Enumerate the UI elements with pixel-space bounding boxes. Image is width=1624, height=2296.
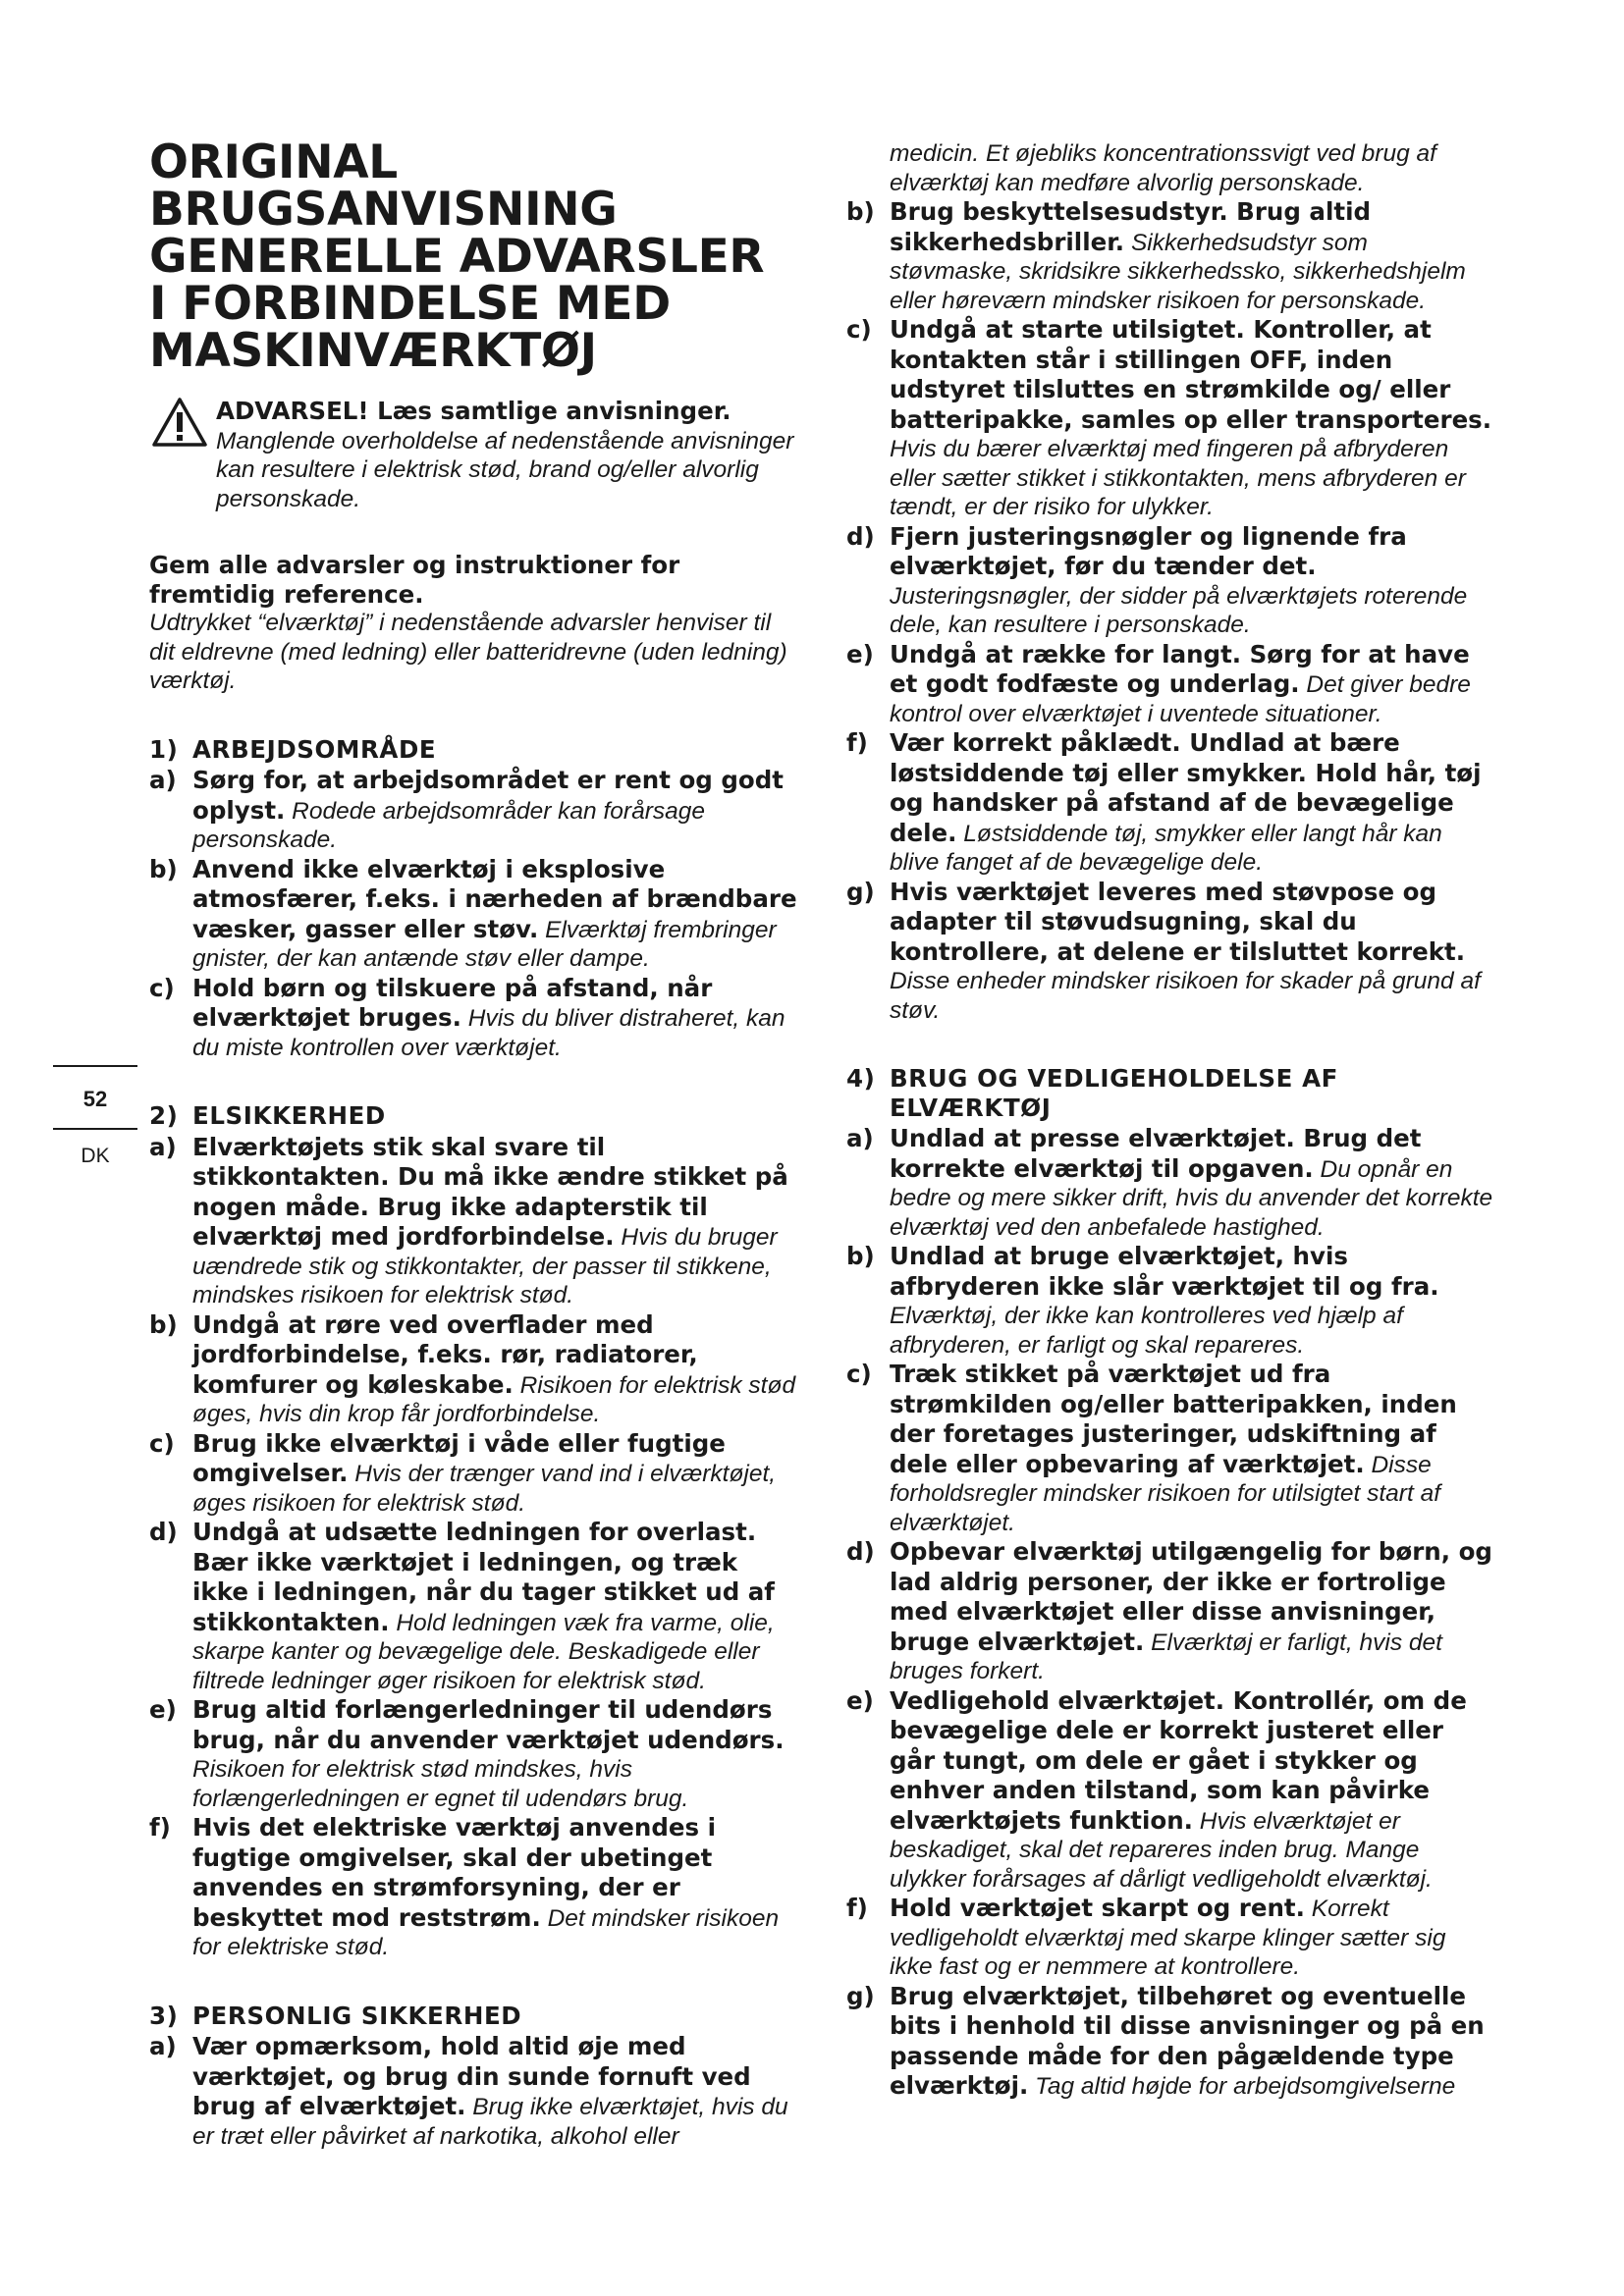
item-instruction: Undgå at række for langt. Sørg for at have et godt fodfæste og underlag. bbox=[890, 639, 1470, 698]
item-instruction: Brug altid forlængerledninger til udendørs brug, når du anvender værktøjet udendørs. bbox=[192, 1695, 785, 1754]
item-explanation: Det mindsker risikoen for elektriske stød. bbox=[192, 1904, 780, 1960]
item-instruction: Hvis værktøjet leveres med støvpose og adapter til støvudsugning, skal du kontrollere, at delene er tilsluttet korrekt. bbox=[890, 877, 1466, 966]
page-number: 52 bbox=[82, 1087, 108, 1111]
item-letter: e) bbox=[846, 639, 874, 668]
list-item bbox=[149, 1429, 797, 1519]
item-letter: a) bbox=[846, 1124, 874, 1152]
item-instruction: Hvis det elektriske værktøj anvendes i fugtige omgivelser, skal der ubetinget anvendes en strømforsyning, der er beskyttet mod reststrøm. bbox=[192, 1813, 717, 1932]
item-letter: g) bbox=[846, 1981, 875, 2010]
list-item bbox=[149, 766, 797, 855]
item-explanation: Elværktøj er farligt, hvis det bruges forkert. bbox=[890, 1629, 1442, 1684]
item-instruction: Vedligehold elværktøjet. Kontrollér, om de bevægelige dele er korrekt justeret eller går tungt, om dele er gået i stykker og enhver anden tilstand, som kan påvirke elværktøjets funktion. bbox=[890, 1685, 1467, 1835]
section-number: 4) bbox=[846, 1064, 876, 1093]
item-letter: d) bbox=[846, 1537, 875, 1566]
item-explanation: Elværktøj frembringer gnister, der kan antænde støv eller dampe. bbox=[192, 916, 777, 972]
list-item bbox=[846, 878, 1494, 1026]
item-instruction: Opbevar elværktøj utilgængelig for børn, og lad aldrig personer, der ikke er fortrolige med elværktøjet eller disse anvisninger, bruge elværktøjet. bbox=[890, 1537, 1492, 1656]
section-heading bbox=[149, 735, 797, 765]
item-explanation: Risikoen for elektrisk stød øges, hvis din krop får jordforbindelse. bbox=[192, 1371, 796, 1427]
item-explanation: Risikoen for elektrisk stød mindskes, hvis forlængerledningen er egnet til udendørs brug. bbox=[192, 1756, 689, 1812]
item-instruction: Brug ikke elværktøj i våde eller fugtige omgivelser. bbox=[192, 1428, 726, 1487]
left-column bbox=[149, 135, 797, 2151]
list-item bbox=[149, 1310, 797, 1429]
section-personal-safety bbox=[149, 2002, 797, 2152]
list-item bbox=[846, 315, 1494, 522]
item-explanation: Hvis du bærer elværktøj med fingeren på afbryderen eller sætter stikket i stikkontakten, mens afbryderen er tændt, er der risiko for ulykker. bbox=[890, 436, 1466, 520]
item-letter: a) bbox=[149, 2032, 177, 2060]
list-item bbox=[846, 1686, 1494, 1895]
item-letter: b) bbox=[149, 854, 178, 883]
item-instruction: Hold værktøjet skarpt og rent. bbox=[890, 1894, 1305, 1922]
section-heading bbox=[149, 1101, 797, 1131]
list-item bbox=[846, 1242, 1494, 1360]
item-letter: g) bbox=[846, 877, 875, 906]
save-note-heading: Gem alle advarsler og instruktioner for fremtidig reference. bbox=[149, 551, 680, 609]
item-explanation: Rodede arbejdsområder kan forårsage personskade. bbox=[192, 797, 705, 853]
list-item bbox=[846, 1537, 1494, 1686]
item-explanation: Korrekt vedligeholdt elværktøj med skarpe klinger sætter sig ikke fast og er nemmere at kontrollere. bbox=[890, 1896, 1446, 1980]
title-line: BRUGSANVISNING bbox=[149, 183, 618, 237]
section-title: PERSONLIG SIKKERHED bbox=[192, 2001, 522, 2030]
list-item bbox=[149, 1695, 797, 1813]
item-explanation: Elværktøj, der ikke kan kontrolleres ved hjælp af afbryderen, er farligt og skal repareres. bbox=[890, 1303, 1403, 1359]
item-instruction: Hold børn og tilskuere på afstand, når elværktøjet bruges. bbox=[192, 973, 713, 1032]
list-item bbox=[846, 1894, 1494, 1982]
item-explanation: Hvis du bruger uændrede stik og stikkontakter, der passer til stikkene, mindskes risikoen for elektrisk stød. bbox=[192, 1224, 778, 1308]
item-explanation: Disse enheder mindsker risikoen for skader på grund af støv. bbox=[890, 968, 1481, 1024]
item-instruction: Træk stikket på værktøjet ud fra strømkilden og/eller batteripakken, inden der foretages justeringer, udskiftning af dele eller opbevaring af værktøjet. bbox=[890, 1360, 1457, 1478]
item-explanation: Disse forholdsregler mindsker risikoen for utilsigtet start af elværktøjet. bbox=[890, 1451, 1440, 1536]
section-number: 1) bbox=[149, 734, 179, 764]
item-instruction: Undlad at presse elværktøjet. Brug det korrekte elværktøj til opgaven. bbox=[890, 1124, 1422, 1183]
item-instruction: Undlad at bruge elværktøjet, hvis afbryderen ikke slår værktøjet til og fra. bbox=[890, 1242, 1439, 1301]
right-column bbox=[846, 139, 1494, 2102]
item-instruction: Vær opmærksom, hold altid øje med værktøjet, og brug din sunde fornuft ved brug af elværktøjet. bbox=[192, 2032, 751, 2120]
item-letter: e) bbox=[149, 1695, 177, 1724]
list-item bbox=[149, 1133, 797, 1310]
item-instruction: Brug beskyttelsesudstyr. Brug altid sikkerhedsbriller. bbox=[890, 197, 1371, 256]
item-instruction: Elværktøjets stik skal svare til stikkontakten. Du må ikke ændre stikket på nogen måde. Brug ikke adapterstik til elværktøj med jordforbindelse. bbox=[192, 1132, 788, 1251]
item-explanation: medicin. Et øjebliks koncentrationssvigt ved brug af elværktøj kan medføre alvorlig personskade. bbox=[890, 140, 1436, 196]
list-item bbox=[149, 2032, 797, 2151]
section-number: 2) bbox=[149, 1101, 179, 1130]
item-letter: c) bbox=[846, 1360, 872, 1388]
item-instruction: Anvend ikke elværktøj i eksplosive atmosfærer, f.eks. i nærheden af brændbare væsker, gasser eller støv. bbox=[192, 854, 797, 943]
list-item bbox=[846, 1124, 1494, 1242]
list-item bbox=[846, 197, 1494, 315]
item-letter: a) bbox=[149, 1132, 177, 1161]
list-item bbox=[846, 522, 1494, 640]
item-letter: d) bbox=[149, 1518, 178, 1546]
item-letter: e) bbox=[846, 1685, 874, 1715]
item-instruction: Fjern justeringsnøgler og lignende fra elværktøjet, før du tænder det. bbox=[890, 521, 1407, 580]
section-number: 3) bbox=[149, 2001, 179, 2030]
save-note-text: Udtrykket “elværktøj” i nedenstående advarsler henviser til dit eldrevne (med ledning) eller batteridrevne (uden ledning) værktøj. bbox=[149, 610, 787, 694]
item-explanation: Løstsiddende tøj, smykker eller langt hår kan blive fanget af de bevægelige dele. bbox=[890, 820, 1442, 876]
section-electrical-safety bbox=[149, 1101, 797, 1962]
item-letter: a) bbox=[149, 766, 177, 794]
warning-heading: ADVARSEL! Læs samtlige anvisninger. bbox=[216, 397, 731, 425]
page-title bbox=[149, 135, 797, 378]
item-explanation: Hvis der trænger vand ind i elværktøjet, øges risikoen for elektrisk stød. bbox=[192, 1461, 777, 1517]
list-item bbox=[149, 1813, 797, 1962]
item-letter: d) bbox=[846, 521, 875, 551]
title-line: I FORBINDELSE MED bbox=[149, 277, 671, 331]
item-explanation: Hold ledningen væk fra varme, olie, skarpe kanter og bevægelige dele. Beskadigede eller filtrede ledninger øger risikoen for elektrisk stød. bbox=[192, 1609, 775, 1694]
item-letter: b) bbox=[149, 1309, 178, 1339]
item-explanation: Hvis du bliver distraheret, kan du miste kontrollen over værktøjet. bbox=[192, 1005, 785, 1061]
item-letter: c) bbox=[846, 315, 872, 344]
title-line: ORIGINAL bbox=[149, 135, 398, 189]
item-explanation: Justeringsnøgler, der sidder på elværktøjets roterende dele, kan resultere i personskade. bbox=[890, 582, 1468, 638]
item-instruction: Undgå at udsætte ledningen for overlast. Bær ikke værktøjet i ledningen, og træk ikke i ledningen, når du tager stikket ud af stikkontakten. bbox=[192, 1518, 775, 1636]
item-explanation: Tag altid højde for arbejdsomgivelserne bbox=[1035, 2073, 1456, 2100]
item-explanation: Brug ikke elværktøjet, hvis du er træt eller påvirket af narkotika, alkohol eller bbox=[192, 2094, 788, 2150]
section-heading bbox=[846, 1064, 1494, 1122]
item-instruction: Brug elværktøjet, tilbehøret og eventuelle bits i henhold til disse anvisninger og på en passende måde for den pågældende type elværktøj. bbox=[890, 1981, 1485, 2100]
item-letter: b) bbox=[846, 197, 875, 226]
warning-block bbox=[149, 397, 797, 513]
item-instruction: Undgå at røre ved overflader med jordforbindelse, f.eks. rør, radiatorer, komfurer og køleskabe. bbox=[192, 1309, 698, 1399]
item-letter: f) bbox=[846, 1894, 868, 1922]
section-title: BRUG OG VEDLIGEHOLDELSE AF ELVÆRKTØJ bbox=[890, 1064, 1338, 1122]
list-item bbox=[846, 1360, 1494, 1537]
warning-text: Manglende overholdelse af nedenstående anvisninger kan resultere i elektrisk stød, brand og/eller alvorlig personskade. bbox=[216, 427, 794, 512]
page-number-box bbox=[53, 1065, 137, 1130]
item-explanation: Du opnår en bedre og mere sikker drift, hvis du anvender det korrekte elværktøj ved den anbefalede hastighed. bbox=[890, 1155, 1493, 1241]
item-letter: f) bbox=[149, 1813, 171, 1842]
list-item bbox=[149, 974, 797, 1063]
item-explanation: Hvis elværktøjet er beskadiget, skal det repareres inden brug. Mange ulykker forårsages af dårligt vedligeholdt elværktøj. bbox=[890, 1807, 1433, 1893]
save-note bbox=[149, 551, 797, 696]
item-letter: c) bbox=[149, 1428, 175, 1458]
section-work-area bbox=[149, 735, 797, 1063]
section-title: ELSIKKERHED bbox=[192, 1101, 386, 1130]
item-letter: f) bbox=[846, 728, 868, 757]
list-item bbox=[846, 1982, 1494, 2102]
language-code: DK bbox=[81, 1145, 110, 1167]
title-line: MASKINVÆRKTØJ bbox=[149, 324, 597, 378]
item-letter: c) bbox=[149, 973, 175, 1002]
warning-triangle-icon bbox=[151, 397, 208, 448]
section-title: ARBEJDSOMRÅDE bbox=[192, 734, 437, 764]
item-explanation: Sikkerhedsudstyr som støvmaske, skridsikre sikkerhedssko, sikkerhedshjelm eller høreværn mindsker risikoen for personskade. bbox=[890, 229, 1466, 314]
list-item bbox=[846, 640, 1494, 729]
list-item bbox=[149, 855, 797, 974]
continuation-text bbox=[846, 139, 1494, 197]
list-item bbox=[149, 1518, 797, 1695]
item-instruction: Undgå at starte utilsigtet. Kontroller, at kontakten står i stillingen OFF, inden udstyret tilsluttes en strømkilde og/ eller batteripakke, samles op eller transporteres. bbox=[890, 315, 1492, 434]
section-heading bbox=[149, 2002, 797, 2031]
list-item bbox=[846, 728, 1494, 878]
item-instruction: Vær korrekt påklædt. Undlad at bære løstsiddende tøj eller smykker. Hold hår, tøj og handsker på afstand af de bevægelige dele. bbox=[890, 728, 1482, 847]
item-explanation: Det giver bedre kontrol over elværktøjet i uventede situationer. bbox=[890, 671, 1471, 727]
title-line: GENERELLE ADVARSLER bbox=[149, 230, 765, 284]
item-instruction: Sørg for, at arbejdsområdet er rent og godt oplyst. bbox=[192, 766, 784, 825]
item-letter: b) bbox=[846, 1242, 875, 1270]
